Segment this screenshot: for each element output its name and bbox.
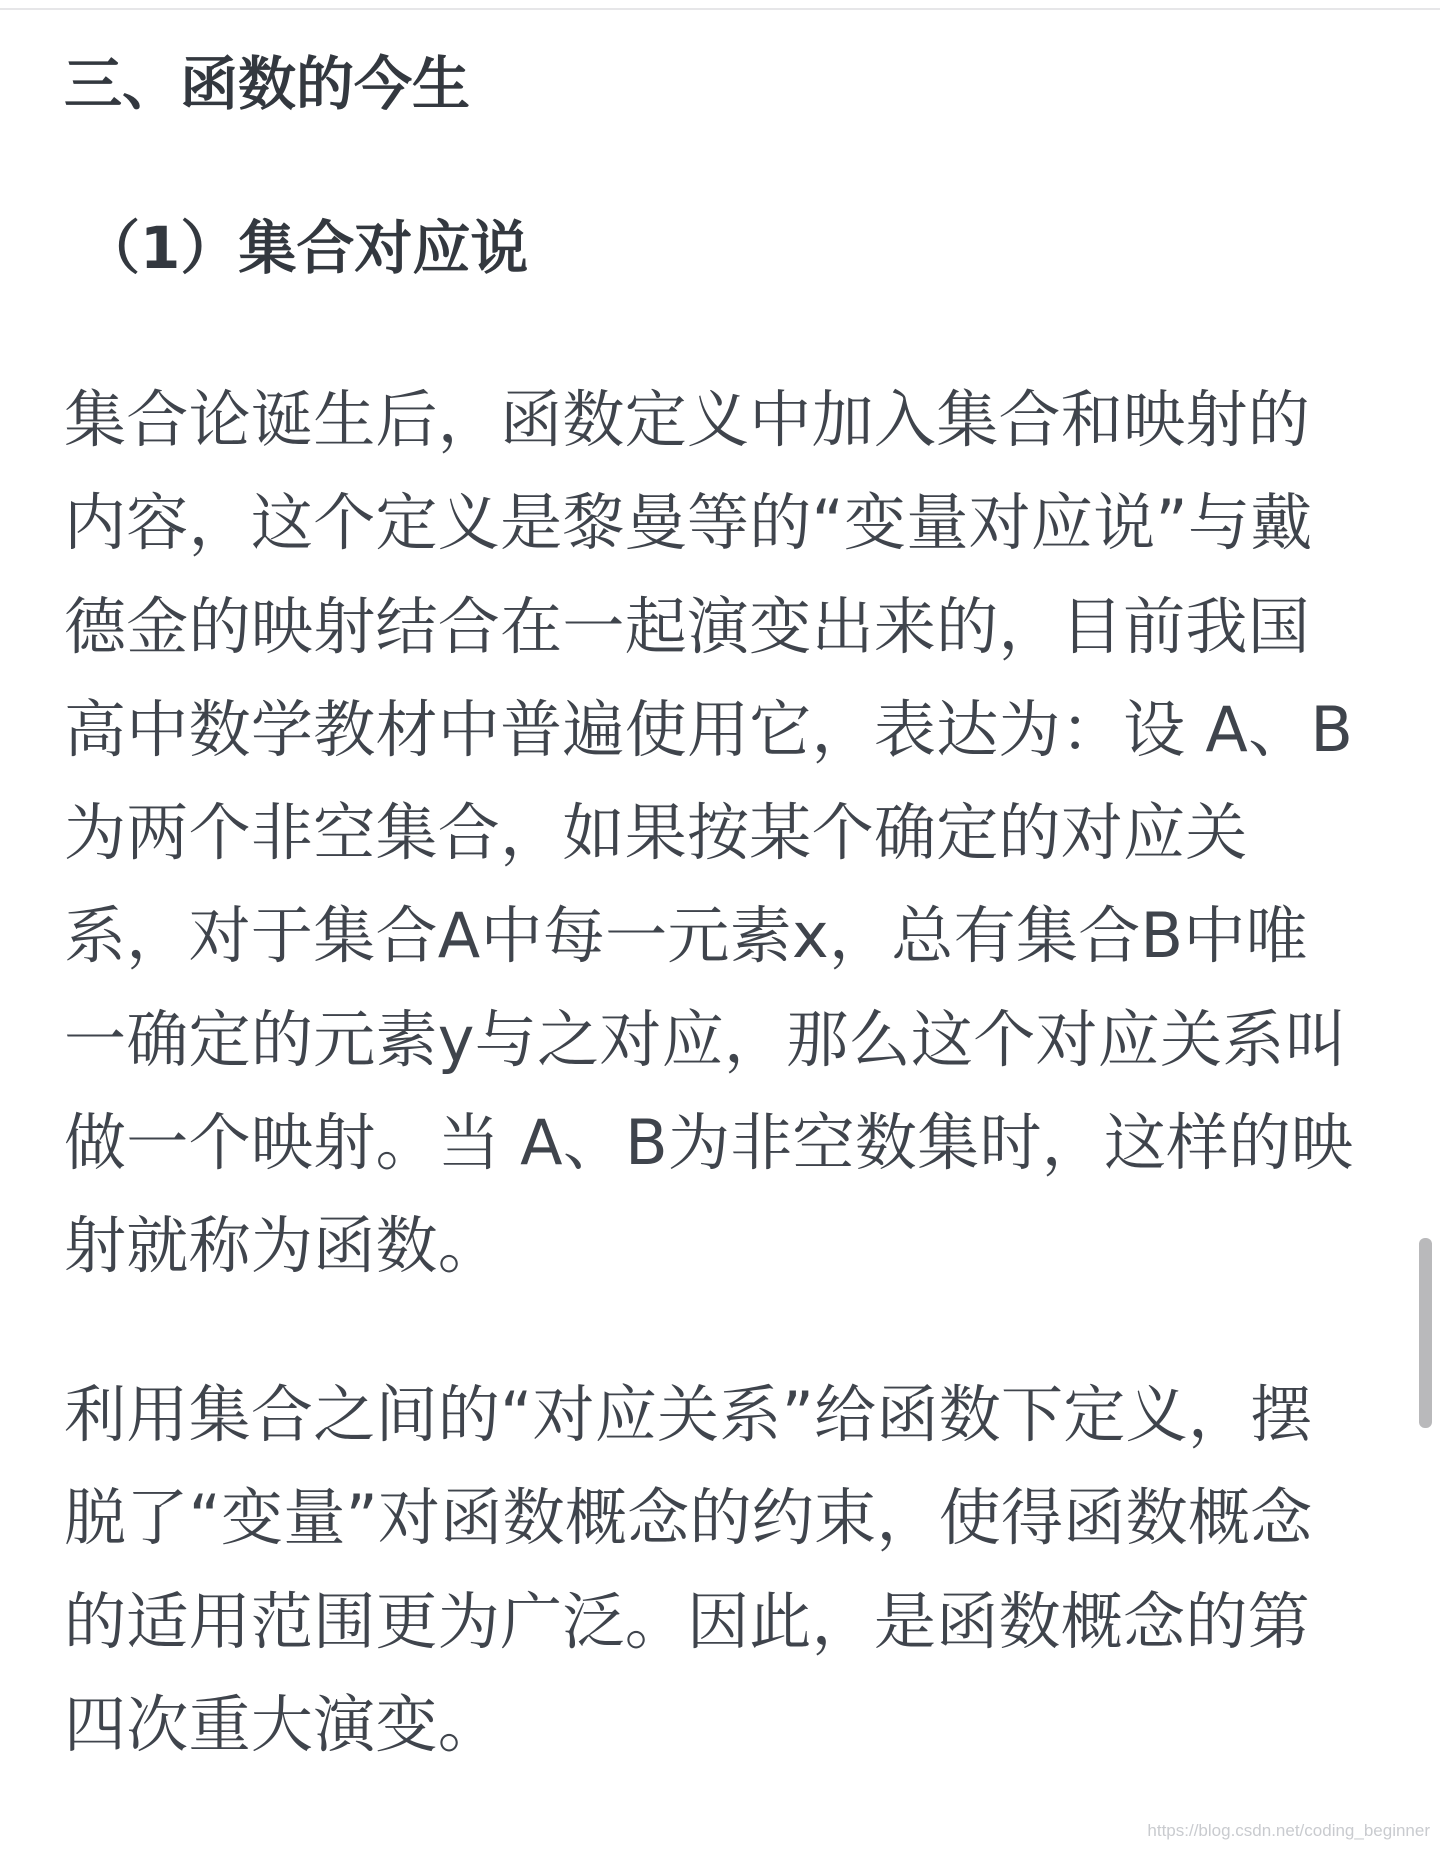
- paragraph-line: 集合论诞生后，函数定义中加入集合和映射的: [64, 383, 1311, 456]
- paragraph-line: 射就称为函数。: [64, 1209, 501, 1283]
- subsection-title: （1）集合对应说: [82, 214, 529, 282]
- paragraph-line: 德金的映射结合在一起演变出来的，目前我国: [64, 589, 1311, 663]
- paragraph-line: 的适用范围更为广泛。因此，是函数概念的第: [64, 1584, 1311, 1658]
- paragraph-line: 内容，这个定义是黎曼等的“变量对应说”与戴: [64, 486, 1313, 560]
- paragraph-set-correspondence: [64, 368, 1353, 1298]
- paragraph-significance: [64, 1363, 1313, 1776]
- paragraph-line: 四次重大演变。: [64, 1687, 501, 1761]
- top-divider: [0, 8, 1440, 10]
- paragraph-line: 做一个映射。当 A、B为非空数集时，这样的映: [64, 1106, 1354, 1180]
- paragraph-line: 为两个非空集合，如果按某个确定的对应关: [64, 796, 1248, 870]
- paragraph-line: 利用集合之间的“对应关系”给函数下定义，摆: [64, 1378, 1313, 1451]
- section-title: 三、函数的今生: [64, 50, 471, 118]
- paragraph-line: 系，对于集合A中每一元素x，总有集合B中唯: [64, 899, 1308, 973]
- paragraph-line: 一确定的元素y与之对应，那么这个对应关系叫: [64, 1002, 1347, 1076]
- paragraph-line: 脱了“变量”对函数概念的约束，使得函数概念: [64, 1481, 1313, 1555]
- watermark-url: https://blog.csdn.net/coding_beginner: [1147, 1821, 1430, 1840]
- scrollbar-thumb[interactable]: [1419, 1238, 1432, 1428]
- paragraph-line: 高中数学教材中普遍使用它，表达为：设 A、B: [64, 692, 1354, 766]
